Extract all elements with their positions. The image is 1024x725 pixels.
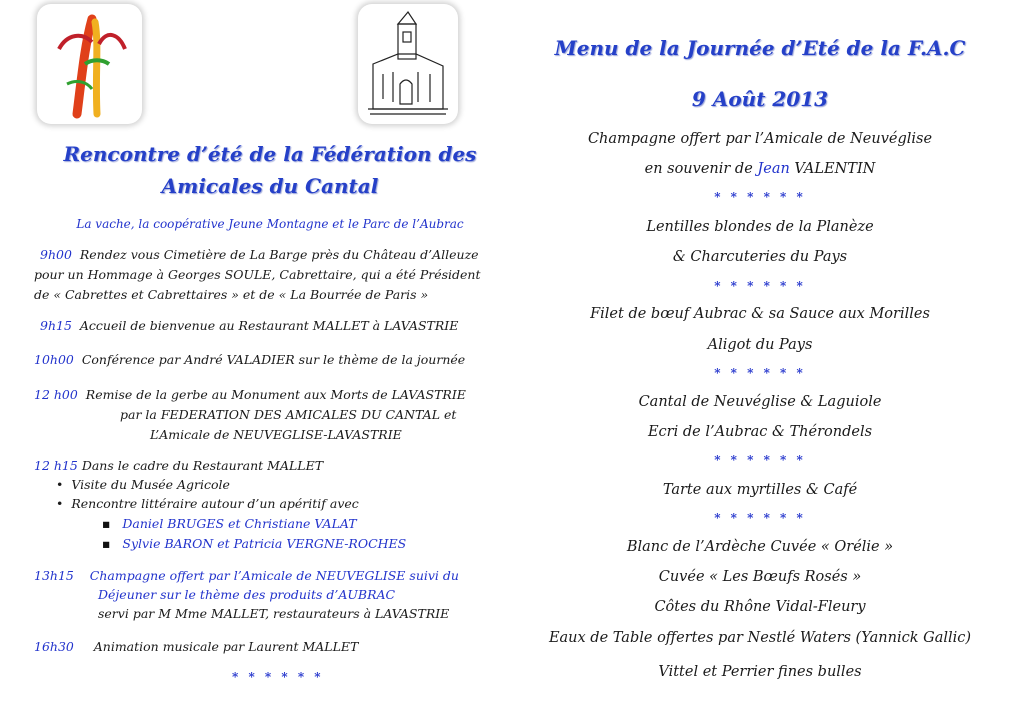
menu-item: Aligot du Pays bbox=[707, 337, 813, 353]
program-time: 16h30 bbox=[34, 639, 74, 654]
menu-item: & Charcuteries du Pays bbox=[672, 249, 848, 265]
menu-item: Eaux de Table offertes par Nestlé Waters (Yannick Gallic) bbox=[548, 630, 972, 646]
menu-item: Vittel et Perrier fines bulles bbox=[658, 664, 862, 680]
separator-stars: * * * * * * bbox=[714, 453, 806, 467]
menu-item: Blanc de l’Ardèche Cuvée « Orélie » bbox=[626, 539, 894, 555]
program-time: 9h00 bbox=[40, 247, 72, 262]
event-title bbox=[30, 138, 510, 202]
menu-item: Ecri de l’Aubrac & Thérondels bbox=[647, 424, 873, 440]
menu-item: Lentilles blondes de la Planèze bbox=[646, 219, 874, 235]
menu-date: 9 Août 2013 bbox=[691, 87, 829, 111]
event-title-line1: Rencontre d’été de la Fédération des bbox=[63, 142, 477, 166]
separator-stars: * * * * * * bbox=[232, 670, 324, 684]
program-text: par la FEDERATION DES AMICALES DU CANTAL et bbox=[120, 407, 457, 422]
guest-names: Sylvie BARON et Patricia VERGNE-ROCHES bbox=[122, 536, 407, 551]
guest-item: ▪ Daniel BRUGES et Christiane VALAT bbox=[102, 516, 357, 531]
program-text: Conférence par André VALADIER sur le thème de la journée bbox=[81, 352, 466, 367]
menu-title: Menu de la Journée d’Eté de la F.A.C bbox=[554, 36, 966, 60]
menu-item: Côtes du Rhône Vidal-Fleury bbox=[654, 599, 866, 615]
program-time: 10h00 bbox=[34, 352, 74, 367]
church-drawing bbox=[358, 4, 458, 124]
program-text: Dans le cadre du Restaurant MALLET bbox=[81, 458, 324, 473]
separator-stars: * * * * * * bbox=[714, 190, 806, 204]
bullet-text: Rencontre littéraire autour d’un apéritif avec bbox=[71, 496, 359, 511]
program-text: Déjeuner sur le thème des produits d’AUBRAC bbox=[98, 587, 396, 602]
menu-item: Cantal de Neuvéglise & Laguiole bbox=[638, 394, 882, 410]
church-icon bbox=[358, 4, 458, 124]
program-entry bbox=[34, 458, 323, 473]
menu-item: Champagne offert par l’Amicale de Neuvéglise bbox=[587, 131, 933, 147]
separator-stars: * * * * * * bbox=[714, 511, 806, 525]
program-time: 13h15 bbox=[34, 568, 74, 583]
fac-logo-icon bbox=[37, 4, 142, 124]
list-item: • Visite du Musée Agricole bbox=[56, 477, 230, 492]
separator-stars: * * * * * * bbox=[714, 366, 806, 380]
program-text: servi par M Mme MALLET, restaurateurs à LAVASTRIE bbox=[98, 606, 450, 621]
bullet-text: Visite du Musée Agricole bbox=[71, 477, 230, 492]
separator-stars: * * * * * * bbox=[714, 279, 806, 293]
event-subtitle: La vache, la coopérative Jeune Montagne et le Parc de l’Aubrac bbox=[76, 217, 464, 231]
guest-names: Daniel BRUGES et Christiane VALAT bbox=[122, 516, 357, 531]
program-text: Animation musicale par Laurent MALLET bbox=[93, 639, 359, 654]
program-text: L’Amicale de NEUVEGLISE-LAVASTRIE bbox=[150, 427, 402, 442]
program-entry bbox=[34, 352, 465, 367]
program-text: Champagne offert par l’Amicale de NEUVEGLISE suivi du bbox=[89, 568, 459, 583]
program-text: pour un Hommage à Georges SOULE, Cabrettaire, qui a été Président bbox=[34, 267, 481, 282]
menu-item: Tarte aux myrtilles & Café bbox=[662, 482, 858, 498]
program-entry bbox=[40, 247, 479, 262]
program-time: 12 h15 bbox=[34, 458, 78, 473]
program-time: 12 h00 bbox=[34, 387, 78, 402]
menu-item: en souvenir de Jean VALENTIN bbox=[644, 161, 876, 177]
program-text: de « Cabrettes et Cabrettaires » et de « La Bourrée de Paris » bbox=[34, 287, 429, 302]
program-entry bbox=[40, 318, 458, 333]
menu-item: Cuvée « Les Bœufs Rosés » bbox=[658, 569, 862, 585]
program-entry bbox=[34, 387, 466, 402]
program-text: Remise de la gerbe au Monument aux Morts de LAVASTRIE bbox=[85, 387, 466, 402]
program-entry bbox=[34, 639, 358, 654]
list-item: • Rencontre littéraire autour d’un apéritif avec bbox=[56, 496, 359, 511]
program-text: Accueil de bienvenue au Restaurant MALLET à LAVASTRIE bbox=[79, 318, 459, 333]
program-entry bbox=[34, 568, 459, 583]
program-text: Rendez vous Cimetière de La Barge près du Château d’Alleuze bbox=[79, 247, 479, 262]
guest-item: ▪ Sylvie BARON et Patricia VERGNE-ROCHES bbox=[102, 536, 407, 551]
event-title-line2: Amicales du Cantal bbox=[161, 174, 379, 198]
fac-logo bbox=[37, 4, 142, 124]
program-time: 9h15 bbox=[40, 318, 72, 333]
menu-item: Filet de bœuf Aubrac & sa Sauce aux Morilles bbox=[590, 306, 930, 322]
